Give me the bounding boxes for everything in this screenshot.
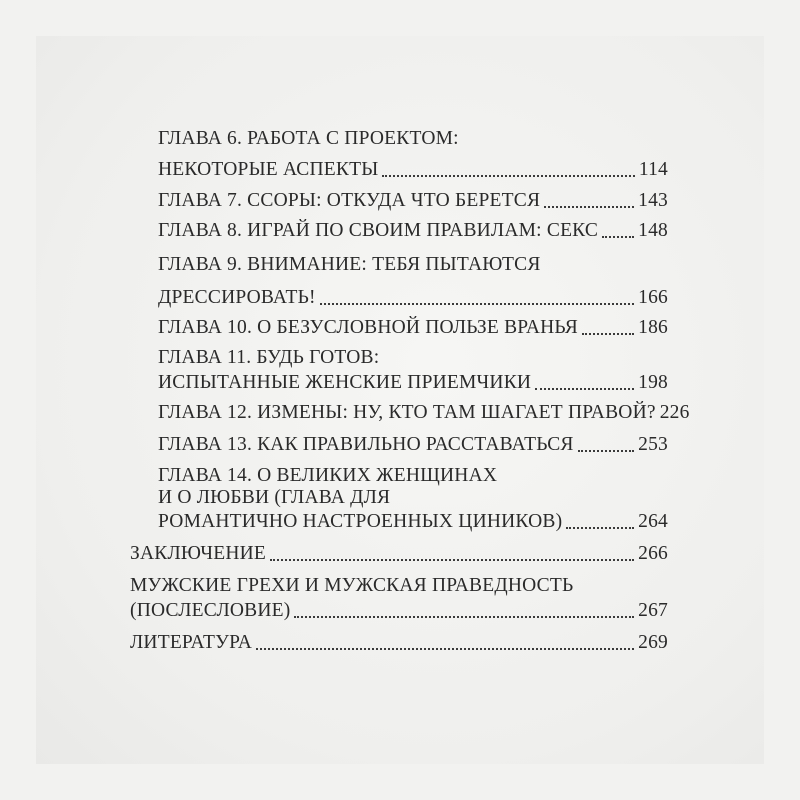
toc-entry <box>158 188 668 214</box>
toc-entry-title: МУЖСКИЕ ГРЕХИ И МУЖСКАЯ ПРАВЕДНОСТЬ <box>130 575 574 596</box>
dot-leader <box>602 236 634 238</box>
dot-leader <box>382 175 634 177</box>
dot-leader <box>566 527 634 529</box>
toc-entry <box>130 630 668 656</box>
toc-entry <box>158 485 668 511</box>
toc-entry-title: ГЛАВА 13. КАК ПРАВИЛЬНО РАССТАВАТЬСЯ <box>158 434 574 455</box>
toc-entry <box>158 218 668 244</box>
dot-leader <box>320 303 634 305</box>
toc-entry <box>158 432 668 458</box>
toc-entry-title: ГЛАВА 10. О БЕЗУСЛОВНОЙ ПОЛЬЗЕ ВРАНЬЯ <box>158 317 578 338</box>
toc-entry-page: 267 <box>638 600 668 621</box>
toc-entry-title: ДРЕССИРОВАТЬ! <box>158 287 316 308</box>
toc-entry <box>158 400 690 426</box>
dot-leader <box>582 333 634 335</box>
toc-entry <box>158 285 668 311</box>
toc-entry-page: 226 <box>659 402 690 423</box>
toc-entry-page: 148 <box>638 220 668 241</box>
toc-entry <box>158 157 668 183</box>
toc-entry-title: ГЛАВА 12. ИЗМЕНЫ: НУ, КТО ТАМ ШАГАЕТ ПРАВОЙ? <box>158 402 656 423</box>
toc-entry-page: 186 <box>638 317 668 338</box>
dot-leader <box>270 559 634 561</box>
toc-entry-title: ИСПЫТАННЫЕ ЖЕНСКИЕ ПРИЕМЧИКИ <box>158 372 532 393</box>
toc-entry-page: 269 <box>638 632 668 653</box>
toc-entry-title: НЕКОТОРЫЕ АСПЕКТЫ <box>158 159 379 180</box>
toc-entry <box>130 598 668 624</box>
dot-leader <box>578 450 635 452</box>
toc-entry <box>158 126 668 152</box>
toc-entry-title: ГЛАВА 9. ВНИМАНИЕ: ТЕБЯ ПЫТАЮТСЯ <box>158 254 541 275</box>
toc-entry-title: И О ЛЮБВИ (ГЛАВА ДЛЯ <box>158 487 391 508</box>
toc-entry-page: 264 <box>638 511 668 532</box>
toc-entry-title: ГЛАВА 14. О ВЕЛИКИХ ЖЕНЩИНАХ <box>158 465 498 486</box>
toc-entry <box>158 370 668 396</box>
toc-entry-page: 266 <box>638 543 668 564</box>
toc-entry <box>158 315 668 341</box>
toc-entry-page: 253 <box>638 434 668 455</box>
toc-entry-title: ГЛАВА 8. ИГРАЙ ПО СВОИМ ПРАВИЛАМ: СЕКС <box>158 220 599 241</box>
dot-leader <box>544 206 634 208</box>
toc-entry-title: ГЛАВА 6. РАБОТА С ПРОЕКТОМ: <box>158 128 459 149</box>
toc-entry-title: ЛИТЕРАТУРА <box>130 632 252 653</box>
toc-entry-page: 143 <box>638 190 668 211</box>
toc-entry <box>158 252 668 278</box>
toc-entry-title: ЗАКЛЮЧЕНИЕ <box>130 543 267 564</box>
dot-leader <box>535 388 634 390</box>
toc-entry <box>158 509 668 535</box>
toc-entry <box>158 345 668 371</box>
toc-entry-title: (ПОСЛЕСЛОВИЕ) <box>130 600 291 621</box>
toc-entry-title: ГЛАВА 11. БУДЬ ГОТОВ: <box>158 347 380 368</box>
toc-entry <box>130 541 668 567</box>
toc-entry-page: 114 <box>638 159 668 180</box>
toc-entry-page: 166 <box>638 287 668 308</box>
toc-entry <box>130 573 668 599</box>
toc-entry-title: ГЛАВА 7. ССОРЫ: ОТКУДА ЧТО БЕРЕТСЯ <box>158 190 541 211</box>
dot-leader <box>256 648 634 650</box>
toc-entry-title: РОМАНТИЧНО НАСТРОЕННЫХ ЦИНИКОВ) <box>158 511 563 532</box>
dot-leader <box>294 616 634 618</box>
toc-entry-page: 198 <box>638 372 668 393</box>
